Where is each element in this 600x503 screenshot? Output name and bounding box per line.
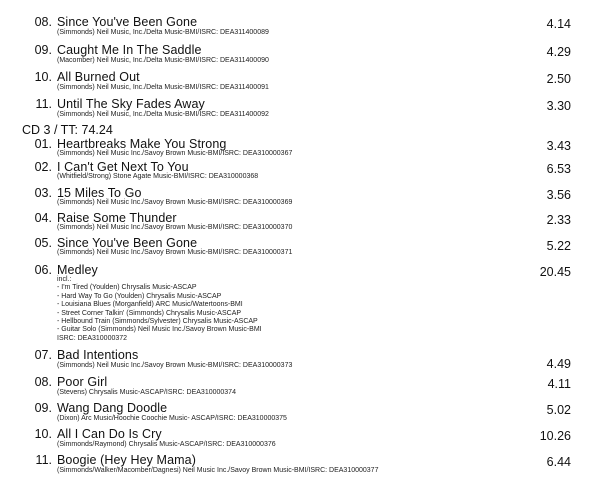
track-credit: (Simmonds) Neil Music Inc./Savoy Brown Music-BMI/ISRC: DEA310000369 — [57, 199, 293, 206]
track-number: 02. — [34, 160, 52, 174]
track-number: 10. — [34, 70, 52, 84]
track-credit: (Simmonds/Raymond) Chrysalis Music-ASCAP/ISRC: DEA310000376 — [57, 441, 276, 448]
medley-isrc: ISRC: DEA310000372 — [57, 334, 128, 342]
track-number: 06. — [34, 263, 52, 277]
track-title: Caught Me In The Saddle — [57, 43, 202, 57]
track-duration: 2.50 — [546, 72, 571, 86]
track-title: 15 Miles To Go — [57, 186, 142, 200]
track-duration: 4.49 — [546, 357, 571, 371]
medley-item: - Guitar Solo (Simmonds) Neil Music Inc./Savoy Brown Music-BMI — [57, 326, 262, 334]
track-duration: 5.22 — [546, 239, 571, 253]
medley-item: - Hard Way To Go (Youlden) Chrysalis Music-ASCAP — [57, 292, 222, 300]
track-title: Until The Sky Fades Away — [57, 97, 205, 111]
track-title: Poor Girl — [57, 375, 108, 389]
track-credit: (Stevens) Chrysalis Music-ASCAP/ISRC: DEA310000374 — [57, 389, 236, 396]
track-number: 09. — [34, 401, 52, 415]
track-title: Since You've Been Gone — [57, 236, 198, 250]
medley-item: - Hellbound Train (Simmonds/Sylvester) Chrysalis Music-ASCAP — [57, 318, 258, 326]
track-title: Boogie (Hey Hey Mama) — [57, 453, 196, 467]
track-number: 07. — [34, 348, 52, 362]
track-number: 08. — [34, 15, 52, 29]
track-credit: (Simmonds) Neil Music, Inc./Delta Music-BMI/ISRC: DEA311400091 — [57, 84, 269, 91]
track-duration: 4.14 — [546, 17, 571, 31]
track-duration: 6.44 — [546, 455, 571, 469]
track-duration: 5.02 — [546, 403, 571, 417]
track-title: Bad Intentions — [57, 348, 139, 362]
track-title: Heartbreaks Make You Strong — [57, 137, 227, 151]
track-number: 08. — [34, 375, 52, 389]
track-credit: (Macomber) Neil Music, Inc./Delta Music-BMI/ISRC: DEA311400090 — [57, 57, 269, 64]
medley-incl-label: incl.: — [57, 276, 72, 283]
track-title: I Can't Get Next To You — [57, 160, 189, 174]
track-duration: 2.33 — [546, 213, 571, 227]
track-duration: 3.30 — [546, 99, 571, 113]
track-number: 09. — [34, 43, 52, 57]
track-duration: 3.43 — [546, 139, 571, 153]
track-duration: 4.29 — [546, 45, 571, 59]
medley-item: - Louisiana Blues (Morganfield) ARC Music/Watertoons-BMI — [57, 301, 243, 309]
track-number: 10. — [34, 427, 52, 441]
track-credit: (Simmonds) Neil Music Inc./Savoy Brown Music-BMI/ISRC: DEA310000370 — [57, 224, 293, 231]
track-number: 05. — [34, 236, 52, 250]
track-number: 01. — [34, 137, 52, 151]
track-title: Since You've Been Gone — [57, 15, 198, 29]
track-credit: (Simmonds) Neil Music Inc./Savoy Brown Music-BMI/ISRC: DEA310000371 — [57, 249, 293, 256]
track-duration: 3.56 — [546, 188, 571, 202]
medley-item: - Street Corner Talkin' (Simmonds) Chrysalis Music-ASCAP — [57, 309, 242, 317]
track-title: Medley — [57, 263, 98, 277]
track-credit: (Simmonds) Neil Music, Inc./Delta Music-BMI/ISRC: DEA311400092 — [57, 111, 269, 118]
track-credit: (Simmonds) Neil Music, Inc./Delta Music-BMI/ISRC: DEA311400089 — [57, 29, 269, 36]
track-title: All Burned Out — [57, 70, 140, 84]
medley-item: - I'm Tired (Youlden) Chrysalis Music-ASCAP — [57, 284, 197, 292]
track-number: 11. — [35, 453, 52, 467]
track-credit: (Simmonds) Neil Music Inc./Savoy Brown Music-BMI/ISRC: DEA310000373 — [57, 362, 293, 369]
track-credit: (Simmonds) Neil Music Inc./Savoy Brown Music-BMI/ISRC: DEA310000367 — [57, 150, 293, 157]
track-credit: (Simmonds/Walker/Macomber/Dagnesi) Neil Music Inc./Savoy Brown Music-BMI/ISRC: DEA310000377 — [57, 467, 379, 474]
track-title: All I Can Do Is Cry — [57, 427, 162, 441]
track-duration: 20.45 — [539, 265, 571, 279]
track-duration: 6.53 — [546, 162, 571, 176]
track-duration: 10.26 — [539, 429, 571, 443]
disc-header: CD 3 / TT: 74.24 — [22, 123, 113, 137]
track-number: 03. — [34, 186, 52, 200]
track-title: Raise Some Thunder — [57, 211, 177, 225]
track-title: Wang Dang Doodle — [57, 401, 168, 415]
track-number: 11. — [35, 97, 52, 111]
track-credit: (Whitfield/Strong) Stone Agate Music-BMI/ISRC: DEA310000368 — [57, 173, 259, 180]
track-credit: (Dixon) Arc Music/Hoochie Coochie Music- ASCAP/ISRC: DEA310000375 — [57, 415, 287, 422]
track-duration: 4.11 — [547, 377, 571, 391]
track-number: 04. — [34, 211, 52, 225]
medley-contents — [57, 276, 262, 343]
